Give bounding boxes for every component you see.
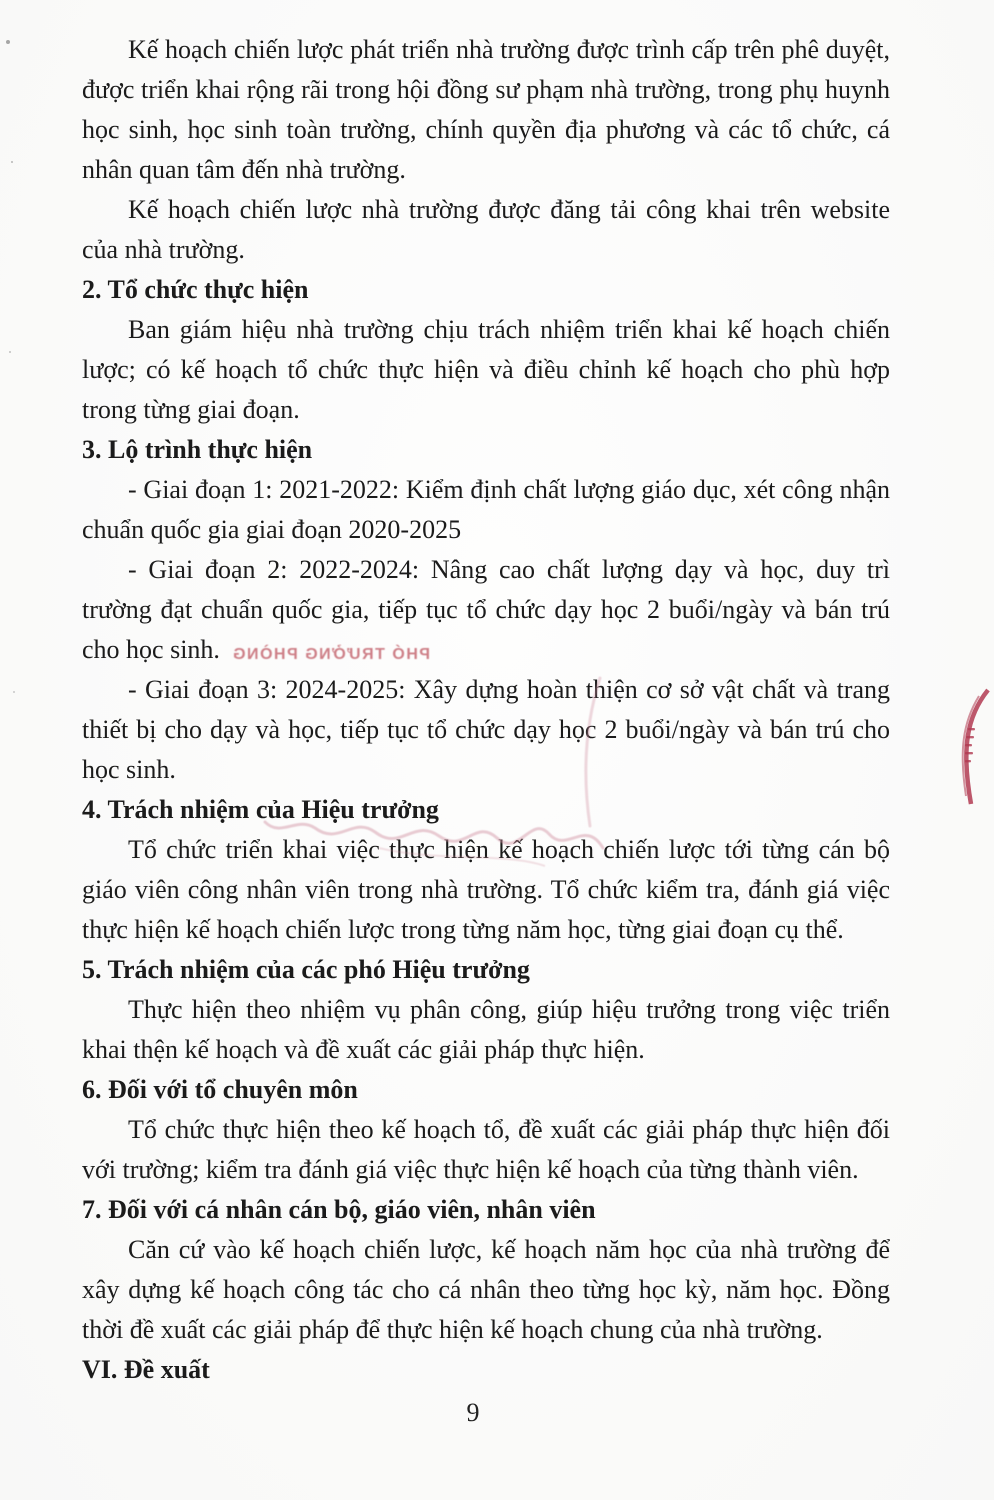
section-heading: 3. Lộ trình thực hiện [82, 435, 313, 464]
list-item-paragraph: - Giai đoạn 1: 2021-2022: Kiểm định chất lượng giáo dục, xét công nhận chuẩn quốc gia giai đoạn 2020-2025 [82, 475, 890, 544]
section-heading: 5. Trách nhiệm của các phó Hiệu trưởng [82, 955, 530, 984]
seal-edge-arc-icon [948, 684, 994, 808]
ink-stroke-mark [556, 672, 616, 832]
list-item-paragraph: - Giai đoạn 3: 2024-2025: Xây dựng hoàn thiện cơ sở vật chất và trang thiết bị cho dạy và học, tiếp tục tổ chức dạy học 2 buổi/ngày và bán trú cho học sinh. [82, 675, 890, 784]
paragraph: Kế hoạch chiến lược phát triển nhà trường được trình cấp trên phê duyệt, được triển khai rộng rãi trong hội đồng sư phạm nhà trường, trong phụ huynh học sinh, học sinh toàn trường, chính quyền địa phương và các tổ chức, cá nhân quan tâm đến nhà trường. [82, 35, 890, 184]
paragraph: Căn cứ vào kế hoạch chiến lược, kế hoạch năm học của nhà trường để xây dựng kế hoạch công tác cho cá nhân theo từng học kỳ, năm học. Đồng thời đề xuất các giải pháp để thực hiện kế hoạch chung của nhà trường. [82, 1235, 890, 1344]
section-heading: 4. Trách nhiệm của Hiệu trưởng [82, 795, 439, 824]
document-body [82, 30, 890, 1390]
paragraph: Ban giám hiệu nhà trường chịu trách nhiệm triển khai kế hoạch chiến lược; có kế hoạch tổ chức thực hiện và điều chỉnh kế hoạch cho phù hợp trong từng giai đoạn. [82, 315, 890, 424]
paragraph: Thực hiện theo nhiệm vụ phân công, giúp hiệu trưởng trong việc triển khai thện kế hoạch và đề xuất các giải pháp thực hiện. [82, 995, 890, 1064]
paragraph: Tổ chức thực hiện theo kế hoạch tổ, đề xuất các giải pháp thực hiện đối với trường; kiểm tra đánh giá việc thực hiện kế hoạch của từng thành viên. [82, 1115, 890, 1184]
section-heading: 2. Tổ chức thực hiện [82, 275, 309, 304]
stamp-bleed-text: PHÓ TRƯỞNG PHÒNG [231, 646, 430, 663]
section-heading: 7. Đối với cá nhân cán bộ, giáo viên, nhân viên [82, 1195, 596, 1224]
scan-speck-marks [6, 40, 10, 44]
page-number: 9 [466, 1398, 480, 1427]
paragraph: Kế hoạch chiến lược nhà trường được đăng tải công khai trên website của nhà trường. [82, 195, 890, 264]
section-heading: VI. Đề xuất [82, 1355, 210, 1384]
list-item-paragraph: - Giai đoạn 2: 2022-2024: Nâng cao chất lượng dạy và học, duy trì trường đạt chuẩn quốc gia, tiếp tục tổ chức dạy học 2 buổi/ngày và bán trú cho học sinh. [82, 555, 890, 664]
paragraph: Tổ chức triển khai việc thực hiện kế hoạch chiến lược tới từng cán bộ giáo viên công nhân viên trong nhà trường. Tổ chức kiểm tra, đánh giá việc thực hiện kế hoạch chiến lược trong từng năm học, từng giai đoạn cụ thể. [82, 835, 890, 944]
section-heading: 6. Đối với tổ chuyên môn [82, 1075, 358, 1104]
